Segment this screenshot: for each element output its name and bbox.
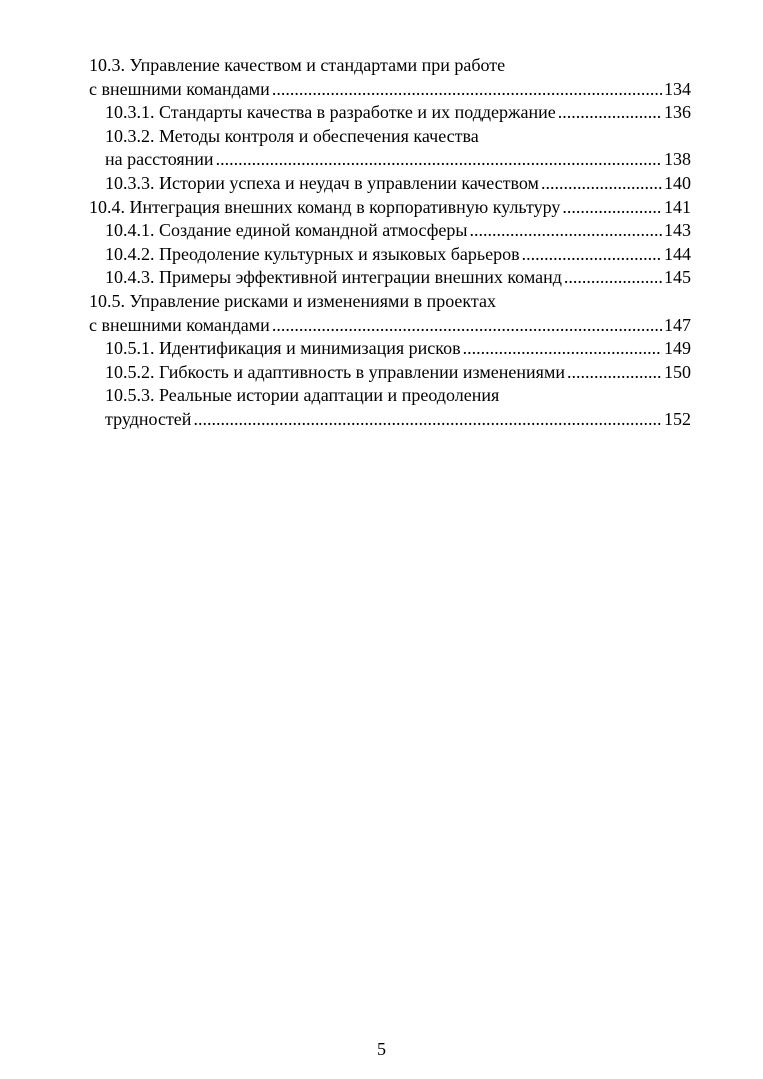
dot-leader xyxy=(558,101,662,125)
toc-entry-10-5-2[interactable] xyxy=(89,361,691,385)
toc-entry-title: 10.5.1. Идентификация и минимизация рисков xyxy=(105,338,461,359)
toc-page-number: 152 xyxy=(664,408,691,429)
toc-line xyxy=(105,408,691,432)
toc-line xyxy=(105,148,691,172)
toc-entry-title: 10.5.3. Реальные истории адаптации и преодоления xyxy=(105,385,500,406)
toc-line xyxy=(105,384,691,408)
toc-entry-10-3[interactable] xyxy=(89,54,691,101)
dot-leader xyxy=(216,148,662,172)
toc-page-number: 149 xyxy=(664,338,691,359)
dot-leader xyxy=(193,408,662,432)
toc-page-number: 143 xyxy=(664,220,691,241)
toc-entry-10-4[interactable] xyxy=(89,196,691,220)
toc-entry-10-3-3[interactable] xyxy=(89,172,691,196)
toc-page-number: 144 xyxy=(664,243,691,264)
dot-leader xyxy=(463,337,662,361)
toc-line xyxy=(89,196,691,220)
page-number: 5 xyxy=(377,1039,386,1059)
dot-leader xyxy=(470,219,663,243)
toc-entry-10-4-2[interactable] xyxy=(89,243,691,267)
toc-line xyxy=(105,101,691,125)
toc-entry-10-4-3[interactable] xyxy=(89,266,691,290)
toc-entry-title: 10.5.2. Гибкость и адаптивность в управлении изменениями xyxy=(105,361,565,382)
toc-line xyxy=(89,78,691,102)
toc-line xyxy=(105,266,691,290)
toc-entry-title: 10.3. Управление качеством и стандартами при работе xyxy=(89,55,506,75)
toc-entry-title: 10.4.3. Примеры эффективной интеграции внешних команд xyxy=(105,267,562,288)
toc-entry-title-continued: с внешними командами xyxy=(89,78,270,99)
toc-line xyxy=(105,125,691,149)
toc-line xyxy=(105,361,691,385)
toc-entry-10-5[interactable] xyxy=(89,290,691,337)
toc-entry-title-continued: трудностей xyxy=(105,408,192,429)
toc-entry-10-4-1[interactable] xyxy=(89,219,691,243)
toc-page-number: 138 xyxy=(664,149,691,170)
dot-leader xyxy=(564,266,662,290)
toc-line xyxy=(89,290,691,314)
toc-entry-title: 10.3.3. Истории успеха и неудач в управлении качеством xyxy=(105,172,539,193)
dot-leader xyxy=(562,196,662,220)
toc-entry-title: 10.3.2. Методы контроля и обеспечения качества xyxy=(105,125,479,146)
toc-line xyxy=(105,337,691,361)
dot-leader xyxy=(522,243,662,267)
toc-entry-title-continued: с внешними командами xyxy=(89,314,270,335)
toc-entry-10-3-2[interactable] xyxy=(89,125,691,172)
toc-page-number: 150 xyxy=(664,361,691,382)
dot-leader xyxy=(272,314,662,338)
toc-line xyxy=(105,172,691,196)
toc-line xyxy=(89,314,691,338)
toc-page-number: 145 xyxy=(664,267,691,288)
toc-entry-10-5-1[interactable] xyxy=(89,337,691,361)
toc-page-number: 134 xyxy=(664,78,691,99)
table-of-contents xyxy=(89,54,691,432)
toc-page-number: 141 xyxy=(664,196,691,217)
toc-line xyxy=(105,243,691,267)
toc-entry-10-5-3[interactable] xyxy=(89,384,691,431)
toc-entry-title: 10.4. Интеграция внешних команд в корпоративную культуру xyxy=(89,196,561,217)
dot-leader xyxy=(567,361,662,385)
toc-page-number: 140 xyxy=(664,172,691,193)
toc-entry-title-continued: на расстоянии xyxy=(105,149,214,170)
toc-entry-title: 10.4.2. Преодоление культурных и языковых барьеров xyxy=(105,243,520,264)
dot-leader xyxy=(541,172,662,196)
toc-page-number: 136 xyxy=(664,102,691,123)
toc-line xyxy=(89,54,691,78)
toc-entry-title: 10.5. Управление рисками и изменениями в проектах xyxy=(89,290,496,311)
toc-entry-10-3-1[interactable] xyxy=(89,101,691,125)
toc-page-number: 147 xyxy=(664,314,691,335)
toc-line xyxy=(105,219,691,243)
toc-entry-title: 10.3.1. Стандарты качества в разработке и их поддержание xyxy=(105,102,556,123)
dot-leader xyxy=(272,78,662,102)
toc-entry-title: 10.4.1. Создание единой командной атмосферы xyxy=(105,220,468,241)
